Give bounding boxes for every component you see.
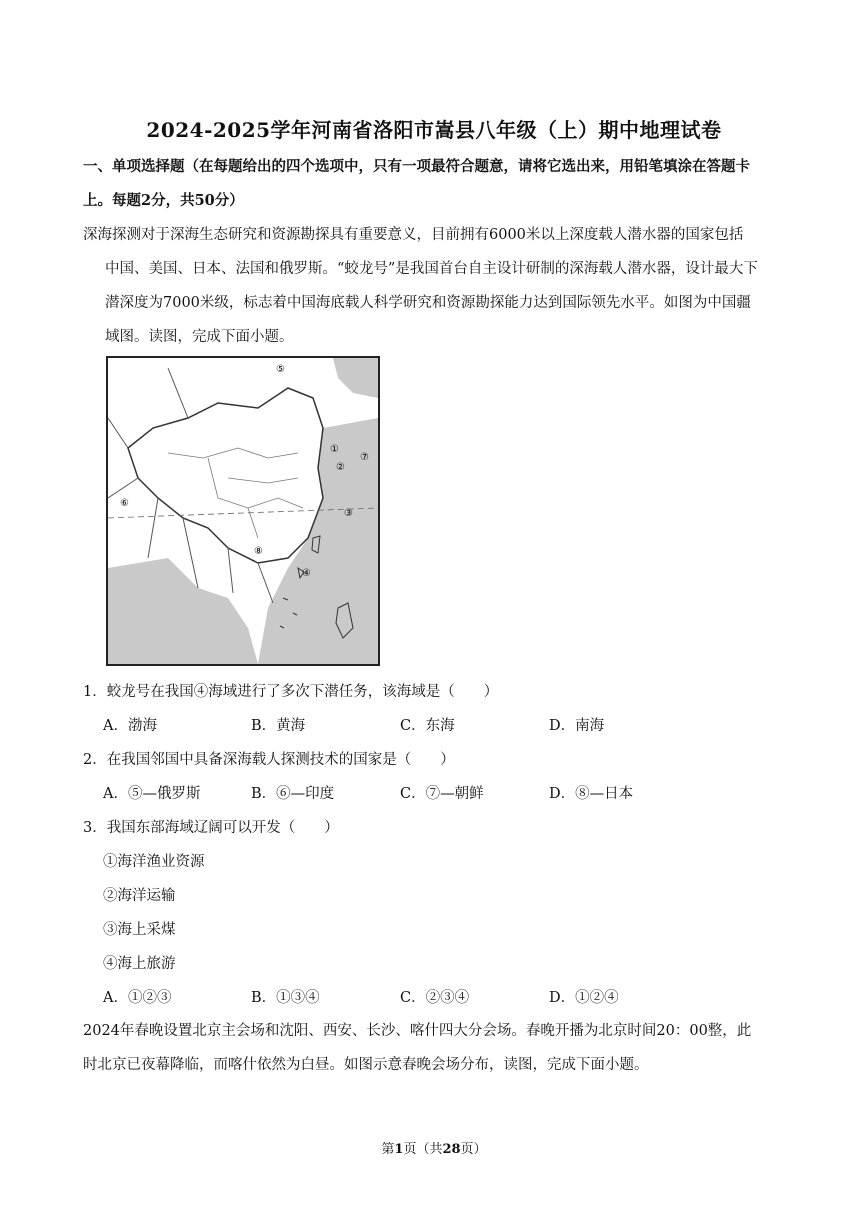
map-marker-6: ⑥ xyxy=(120,498,129,509)
page-title: 2024-2025学年河南省洛阳市嵩县八年级（上）期中地理试卷 xyxy=(146,118,722,142)
map-graphic xyxy=(108,358,378,664)
q3-option-b: B．①③④ xyxy=(251,990,320,1006)
intro-passage-1 xyxy=(83,218,788,354)
section-heading xyxy=(83,150,788,218)
q3-option-a: A．①②③ xyxy=(103,990,172,1006)
q1-option-b: B．黄海 xyxy=(251,718,306,734)
map-marker-2: ② xyxy=(336,462,345,473)
map-marker-5: ⑤ xyxy=(276,364,285,375)
china-territory-map xyxy=(106,356,380,666)
q1-option-d: D．南海 xyxy=(549,718,605,734)
province-lines xyxy=(168,448,303,538)
q3-option-d: D．①②④ xyxy=(549,990,619,1006)
intro-2-line-2: 时北京已夜幕降临，而喀什依然为白昼。如图示意春晚会场分布，读图，完成下面小题。 xyxy=(83,1057,649,1073)
map-marker-1: ① xyxy=(330,444,339,455)
footer-suffix: 页） xyxy=(460,1142,487,1157)
sea-area-south xyxy=(108,558,258,664)
section-heading-line-1: 一、单项选择题（在每题给出的四个选项中，只有一项最符合题意，请将它选出来，用铅笔填涂在答题卡 xyxy=(83,158,750,175)
intro-passage-2 xyxy=(83,1014,788,1082)
q3-item-1: ①海洋渔业资源 xyxy=(103,854,205,870)
footer-prefix: 第 xyxy=(381,1142,395,1157)
intro-1-line-3: 潜深度为7000米级，标志着中国海底载人科学研究和资源勘探能力达到国际领先水平。如图为中国疆 xyxy=(105,295,751,311)
intro-1-line-2: 中国、美国、日本、法国和俄罗斯。“蛟龙号”是我国首台自主设计研制的深海载人潜水器，设计最大下 xyxy=(105,261,758,277)
map-marker-3: ③ xyxy=(344,508,353,519)
q1-option-a: A．渤海 xyxy=(103,718,157,734)
sea-area-north xyxy=(333,358,378,398)
page-footer xyxy=(0,1138,868,1157)
q3-item-4: ④海上旅游 xyxy=(103,956,176,972)
footer-page-number: 1 xyxy=(394,1142,404,1157)
map-marker-7: ⑦ xyxy=(360,452,369,463)
footer-mid: 页（共 xyxy=(403,1142,443,1157)
intro-1-line-4: 域图。读图，完成下面小题。 xyxy=(105,329,294,345)
q3-option-c: C．②③④ xyxy=(400,990,470,1006)
q3-item-2: ②海洋运输 xyxy=(103,888,176,904)
intro-1-line-1: 深海探测对于深海生态研究和资源勘探具有重要意义，目前拥有6000米以上深度载人潜水器的国家包括 xyxy=(83,227,744,243)
q2-option-a: A．⑤—俄罗斯 xyxy=(103,786,201,802)
q2-option-d: D．⑧—日本 xyxy=(549,786,634,802)
footer-total-pages: 28 xyxy=(442,1142,461,1157)
q3-item-3: ③海上采煤 xyxy=(103,922,176,938)
section-heading-line-2: 上。每题2分，共50分） xyxy=(83,192,244,209)
q1-option-c: C．东海 xyxy=(400,718,455,734)
q2-option-c: C．⑦—朝鲜 xyxy=(400,786,484,802)
china-border xyxy=(128,388,323,563)
question-3-stem: 3．我国东部海域辽阔可以开发（ ） xyxy=(83,820,339,836)
question-1-stem: 1．蛟龙号在我国④海域进行了多次下潜任务，该海域是（ ） xyxy=(83,684,499,700)
q2-option-b: B．⑥—印度 xyxy=(251,786,335,802)
map-marker-8: ⑧ xyxy=(254,546,263,557)
map-marker-4: ④ xyxy=(302,568,311,579)
intro-2-line-1: 2024年春晚设置北京主会场和沈阳、西安、长沙、喀什四大分会场。春晚开播为北京时间20：00整，此 xyxy=(83,1023,752,1039)
question-2-stem: 2．在我国邻国中具备深海载人探测技术的国家是（ ） xyxy=(83,752,455,768)
